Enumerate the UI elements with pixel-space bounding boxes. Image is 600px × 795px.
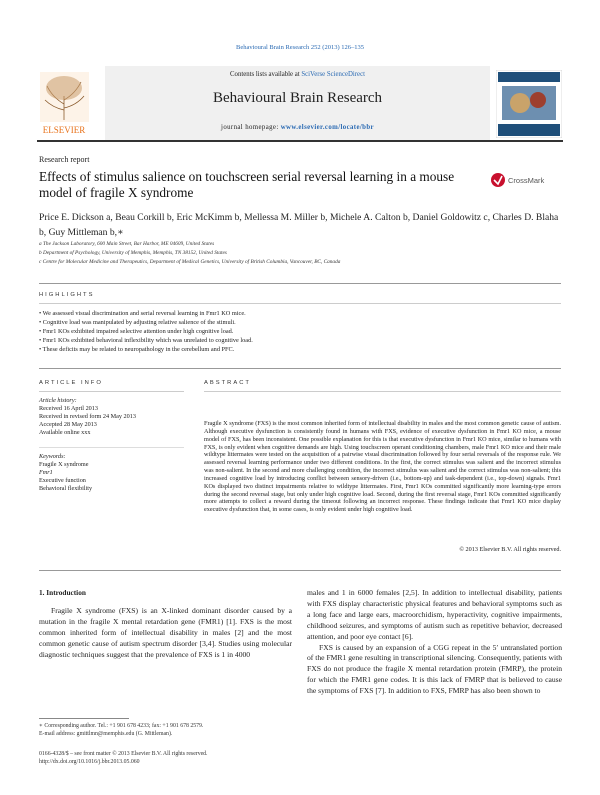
highlight-item: • Fmr1 KOs exhibited behavioral inflexibility which was unrelated to cognitive load.: [39, 337, 253, 344]
author-list[interactable]: Price E. Dickson a, Beau Corkill b, Eric McKimm b, Mellessa M. Miller b, Michele A. Calton b, Daniel Goldowitz c, Charles D. Blaha b, Guy Mittleman b,∗: [39, 212, 559, 238]
author-email[interactable]: E-mail address: gmittlmn@memphis.edu (G. Mittleman).: [39, 731, 173, 737]
article-type: Research report: [39, 155, 90, 164]
history-entry: Accepted 28 May 2013: [39, 421, 97, 428]
body-column-left: [39, 606, 292, 661]
section-divider: [39, 570, 561, 571]
intro-paragraph: Fragile X syndrome (FXS) is an X-linked dominant disorder caused by a mutation in the fragile X mental retardation gene (FMR1) [1]. FXS is the most common inherited form of intellectual disability in males [2] and the most common genetic cause of autism spectrum disorder [3,4]. Studies using molecular diagnostic techniques suggest that the prevalence of FXS is 1 in 4000: [39, 606, 292, 659]
keyword: Executive function: [39, 477, 86, 484]
footnote-rule: [39, 718, 129, 719]
highlights-rule: [39, 303, 561, 304]
sciencedirect-link[interactable]: SciVerse ScienceDirect: [301, 71, 365, 78]
abstract-text: Fragile X syndrome (FXS) is the most common inherited form of intellectual disability in males and the most common genetic cause of autism. Although executive dysfunction is consistently found in humans with FXS, evidence of executive dysfunction in Fmr1 KO mice, a mouse model of FXS, has been inconsistent. One possible explanation for this is that executive dysfunction in Fmr1 KO mice, similar to humans with FXS, is only evident when cognitive demands are high. Using touchscreen operant conditioning chambers, male Fmr1 KO mice and their male wildtype littermates were tested on the acquisition of a pairwise visual discrimination followed by four serial reversals of the response rule. We assessed reversal learning performance under two different conditions. In the first, the correct stimulus was salient and the incorrect stimulus was non-salient. In the second and more challenging condition, the incorrect stimulus was salient and the correct stimulus was non-salient; this increased cognitive load by introducing conflict between sensory-driven (i.e., bottom-up) and task-dependent (i.e., top-down) signals. Fmr1 KOs displayed two distinct impairments relative to wildtype littermates. First, Fmr1 KOs committed significantly more learning-type errors during the second reversal stage, but only under high cognitive load. Second, during the first reversal stage, Fmr1 KOs committed significantly more attempts to collect a reward during the timeout following an incorrect response. These findings indicate that Fmr1 KO mice display executive dysfunction that, in some cases, is only evident under high cognitive load.: [204, 420, 561, 514]
history-entry: Received in revised form 24 May 2013: [39, 413, 136, 420]
article-info-rule: [39, 391, 184, 392]
highlight-item: • We assessed visual discrimination and serial reversal learning in Fmr1 KO mice.: [39, 310, 246, 317]
history-entry: Available online xxx: [39, 429, 91, 436]
highlight-item: • Cognitive load was manipulated by adjusting relative salience of the stimuli.: [39, 319, 236, 326]
keyword: Fmr1: [39, 469, 53, 476]
section-heading: 1. Introduction: [39, 588, 86, 597]
affiliation-a: a The Jackson Laboratory, 600 Main Street, Bar Harbor, ME 04609, United States: [39, 241, 215, 247]
journal-homepage-line: [105, 124, 490, 131]
journal-cover-thumbnail: [496, 70, 562, 138]
publisher-wordmark: ELSEVIER: [42, 125, 86, 135]
intro-paragraph: males and 1 in 6000 females [2,5]. In addition to intellectual disability, patients with FXS display characteristic physical features and behavioral symptoms such as a long face and large ears, macroorchidism, hyperactivity, cognitive impairments, childhood seizures, and symptoms of autism such as repetitive behavior, decreased attention, and poor eye contact [6].: [307, 588, 562, 641]
contents-line: [105, 71, 490, 78]
keywords-label: Keywords:: [39, 453, 66, 460]
abstract-copyright: © 2013 Elsevier B.V. All rights reserved.: [459, 546, 561, 553]
crossmark-label: CrossMark: [508, 176, 545, 185]
keywords-rule: [39, 447, 184, 448]
body-column-right: [307, 588, 562, 697]
crossmark-badge[interactable]: [490, 172, 562, 188]
doi-link[interactable]: http://dx.doi.org/10.1016/j.bbr.2013.05.060: [39, 759, 140, 765]
article-title: Effects of stimulus salience on touchscreen serial reversal learning in a mouse model of fragile X syndrome: [39, 169, 455, 200]
front-matter-note: 0166-4328/$ – see front matter © 2013 Elsevier B.V. All rights reserved.: [39, 751, 208, 757]
homepage-link[interactable]: www.elsevier.com/locate/bbr: [280, 124, 374, 131]
journal-title: Behavioural Brain Research: [212, 90, 383, 106]
affiliation-c: c Centre for Molecular Medicine and Therapeutics, Department of Medical Genetics, University of British Columbia, Vancouver, BC, Canada: [39, 259, 341, 265]
highlight-item: • Fmr1 KOs exhibited impaired selective attention under high cognitive load.: [39, 328, 234, 335]
article-info-heading: ARTICLE INFO: [39, 380, 103, 386]
affiliation-b: b Department of Psychology, University of Memphis, Memphis, TN 38152, United States: [39, 250, 227, 256]
highlight-item: • These deficits may be related to neuropathology in the cerebellum and PFC.: [39, 346, 235, 353]
history-entry: Received 16 April 2013: [39, 405, 98, 412]
journal-reference[interactable]: Behavioural Brain Research 252 (2013) 126–135: [236, 44, 364, 51]
section-divider: [39, 283, 561, 284]
keyword: Fragile X syndrome: [39, 461, 89, 468]
elsevier-logo: [37, 70, 92, 138]
highlights-heading: HIGHLIGHTS: [39, 292, 95, 298]
homepage-prefix: journal homepage:: [221, 124, 281, 131]
abstract-heading: ABSTRACT: [204, 380, 251, 386]
article-history-label: Article history:: [39, 397, 77, 404]
section-divider: [39, 368, 561, 369]
intro-paragraph: FXS is caused by an expansion of a CGG repeat in the 5′ untranslated portion of the FMR1 gene resulting in transcriptional silencing. Consequently, patients with FXS do not produce the fragile X mental retardation protein (FMRP), the protein for which the FMR1 gene codes. It is this lack of FMRP that is believed to cause the symptoms of FXS [7]. In addition to FXS, FMRP has also been shown to: [307, 642, 562, 696]
abstract-rule: [204, 391, 561, 392]
contents-prefix: Contents lists available at: [230, 71, 302, 78]
corresponding-author-note: ∗ Corresponding author. Tel.: +1 901 678 4233; fax: +1 901 678 2579.: [39, 723, 204, 729]
keyword: Behavioral flexibility: [39, 485, 93, 492]
